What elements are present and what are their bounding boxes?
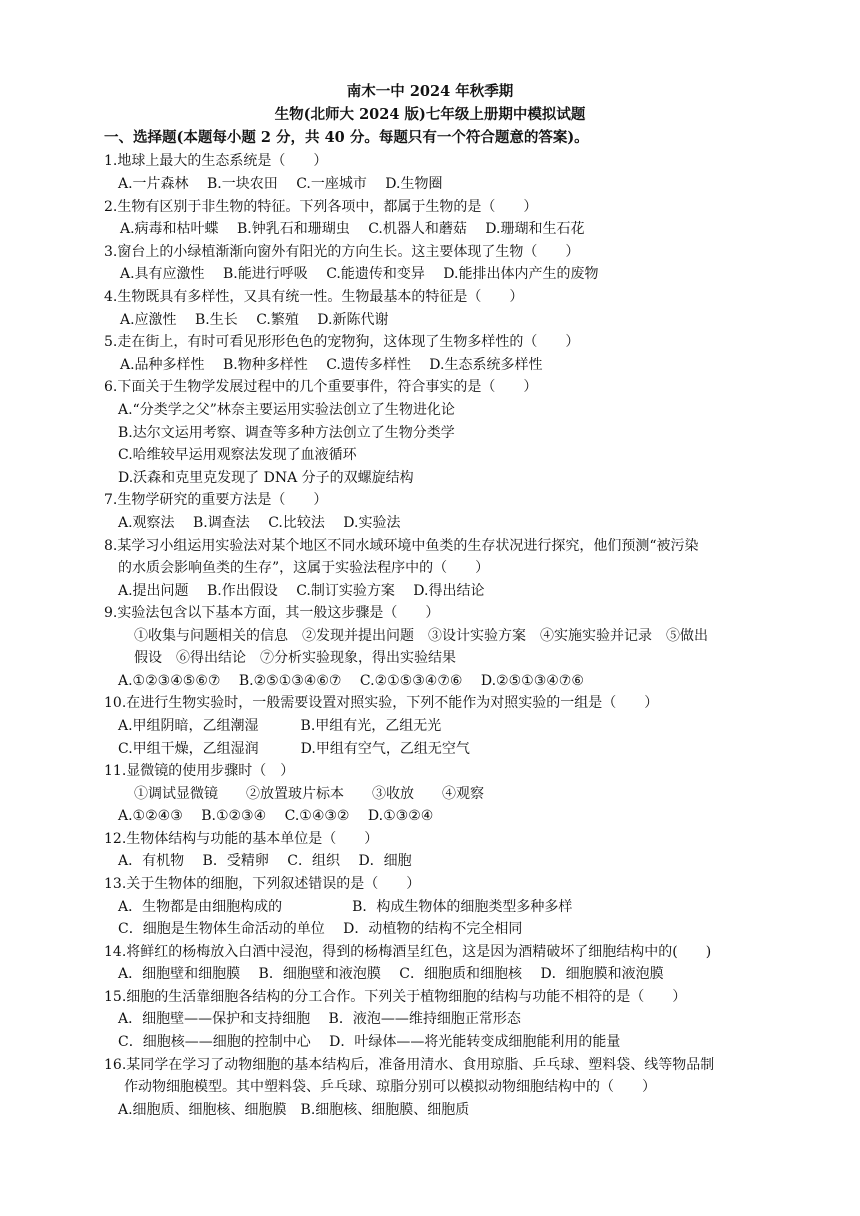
question-line: 10.在进行生物实验时，一般需要设置对照实验，下列不能作为对照实验的一组是（ ） <box>104 695 659 711</box>
question-line: C.甲组干燥，乙组湿润 D.甲组有空气，乙组无空气 <box>118 741 470 757</box>
question-line: C.哈维较早运用观察法发现了血液循环 <box>118 447 357 463</box>
question-line: A.①②③④⑤⑥⑦ B.②⑤①③④⑥⑦ C.②①⑤③④⑦⑥ D.②⑤①③④⑦⑥ <box>118 673 584 689</box>
question-line: A.①②④③ B.①②③④ C.①④③② D.①③②④ <box>118 808 434 824</box>
question-line: A.“分类学之父”林奈主要运用实验法创立了生物进化论 <box>118 402 455 418</box>
school-term-title: 南木一中 2024 年秋季期 <box>346 83 514 100</box>
exam-title: 生物(北师大 2024 版)七年级上册期中模拟试题 <box>274 106 586 123</box>
question-line: A．细胞壁——保护和支持细胞 B．液泡——维持细胞正常形态 <box>118 1011 521 1027</box>
question-line: C．细胞是生物体生命活动的单位 D．动植物的结构不完全相同 <box>118 921 523 937</box>
question-line: 7.生物学研究的重要方法是（ ） <box>104 492 328 508</box>
section-heading: 一、选择题(本题每小题 2 分，共 40 分。每题只有一个符合题意的答案)。 <box>104 129 589 146</box>
question-line: 5.走在街上，有时可看见形形色色的宠物狗，这体现了生物多样性的（ ） <box>104 334 580 350</box>
question-line: A．生物都是由细胞构成的 B．构成生物体的细胞类型多种多样 <box>118 899 573 915</box>
question-line: 3.窗台上的小绿植渐渐向窗外有阳光的方向生长。这主要体现了生物（ ） <box>104 244 580 260</box>
question-line: 12.生物体结构与功能的基本单位是（ ） <box>104 831 379 847</box>
question-line: A.应激性 B.生长 C.繁殖 D.新陈代谢 <box>120 312 389 328</box>
question-line: 1.地球上最大的生态系统是（ ） <box>104 153 328 169</box>
question-line: A.一片森林 B.一块农田 C.一座城市 D.生物圈 <box>118 176 443 192</box>
question-line: A.病毒和枯叶蝶 B.钟乳石和珊瑚虫 C.机器人和蘑菇 D.珊瑚和生石花 <box>120 221 585 237</box>
question-line: 2.生物有区别于非生物的特征。下列各项中，都属于生物的是（ ） <box>104 199 538 215</box>
question-line: 假设 ⑥得出结论 ⑦分析实验现象，得出实验结果 <box>134 650 456 666</box>
question-line: B.达尔文运用考察、调查等多种方法创立了生物分类学 <box>118 425 455 441</box>
question-line: 的水质会影响鱼类的生存”，这属于实验法程序中的（ ） <box>118 560 490 576</box>
question-line: 作动物细胞模型。其中塑料袋、乒乓球、琼脂分别可以模拟动物细胞结构中的（ ） <box>124 1079 656 1095</box>
question-line: 11.显微镜的使用步骤时（ ） <box>104 763 295 779</box>
question-line: A.观察法 B.调查法 C.比较法 D.实验法 <box>118 515 401 531</box>
question-line: A．细胞壁和细胞膜 B．细胞壁和液泡膜 C．细胞质和细胞核 D．细胞膜和液泡膜 <box>118 966 664 982</box>
question-line: A.细胞质、细胞核、细胞膜 B.细胞核、细胞膜、细胞质 <box>118 1102 470 1118</box>
question-line: 15.细胞的生活靠细胞各结构的分工合作。下列关于植物细胞的结构与功能不相符的是（ ） <box>104 989 687 1005</box>
question-line: 13.关于生物体的细胞，下列叙述错误的是（ ） <box>104 876 421 892</box>
question-line: 4.生物既具有多样性，又具有统一性。生物最基本的特征是（ ） <box>104 289 524 305</box>
question-line: 14.将鲜红的杨梅放入白酒中浸泡，得到的杨梅酒呈红色，这是因为酒精破坏了细胞结构中的( ) <box>104 944 712 960</box>
question-line: A.提出问题 B.作出假设 C.制订实验方案 D.得出结论 <box>118 583 485 599</box>
question-line: ①调试显微镜 ②放置玻片标本 ③收放 ④观察 <box>134 786 484 802</box>
question-line: 8.某学习小组运用实验法对某个地区不同水域环境中鱼类的生存状况进行探究，他们预测“被污染 <box>104 538 699 554</box>
question-line: C．细胞核——细胞的控制中心 D．叶绿体——将光能转变成细胞能利用的能量 <box>118 1034 621 1050</box>
question-line: 6.下面关于生物学发展过程中的几个重要事件，符合事实的是（ ） <box>104 379 538 395</box>
question-line: A.具有应激性 B.能进行呼吸 C.能遗传和变异 D.能排出体内产生的废物 <box>120 266 599 282</box>
question-line: D.沃森和克里克发现了 DNA 分子的双螺旋结构 <box>118 470 414 486</box>
question-line: A．有机物 B．受精卵 C．组织 D．细胞 <box>118 853 412 869</box>
question-line: ①收集与问题相关的信息 ②发现并提出问题 ③设计实验方案 ④实施实验并记录 ⑤做出 <box>134 628 708 644</box>
question-line: 16.某同学在学习了动物细胞的基本结构后，准备用清水、食用琼脂、乒乓球、塑料袋、线等物品制 <box>104 1057 715 1073</box>
question-line: A.品种多样性 B.物种多样性 C.遗传多样性 D.生态系统多样性 <box>120 357 543 373</box>
question-line: 9.实验法包含以下基本方面，其一般这步骤是（ ） <box>104 605 440 621</box>
question-line: A.甲组阴暗，乙组潮湿 B.甲组有光，乙组无光 <box>118 718 442 734</box>
